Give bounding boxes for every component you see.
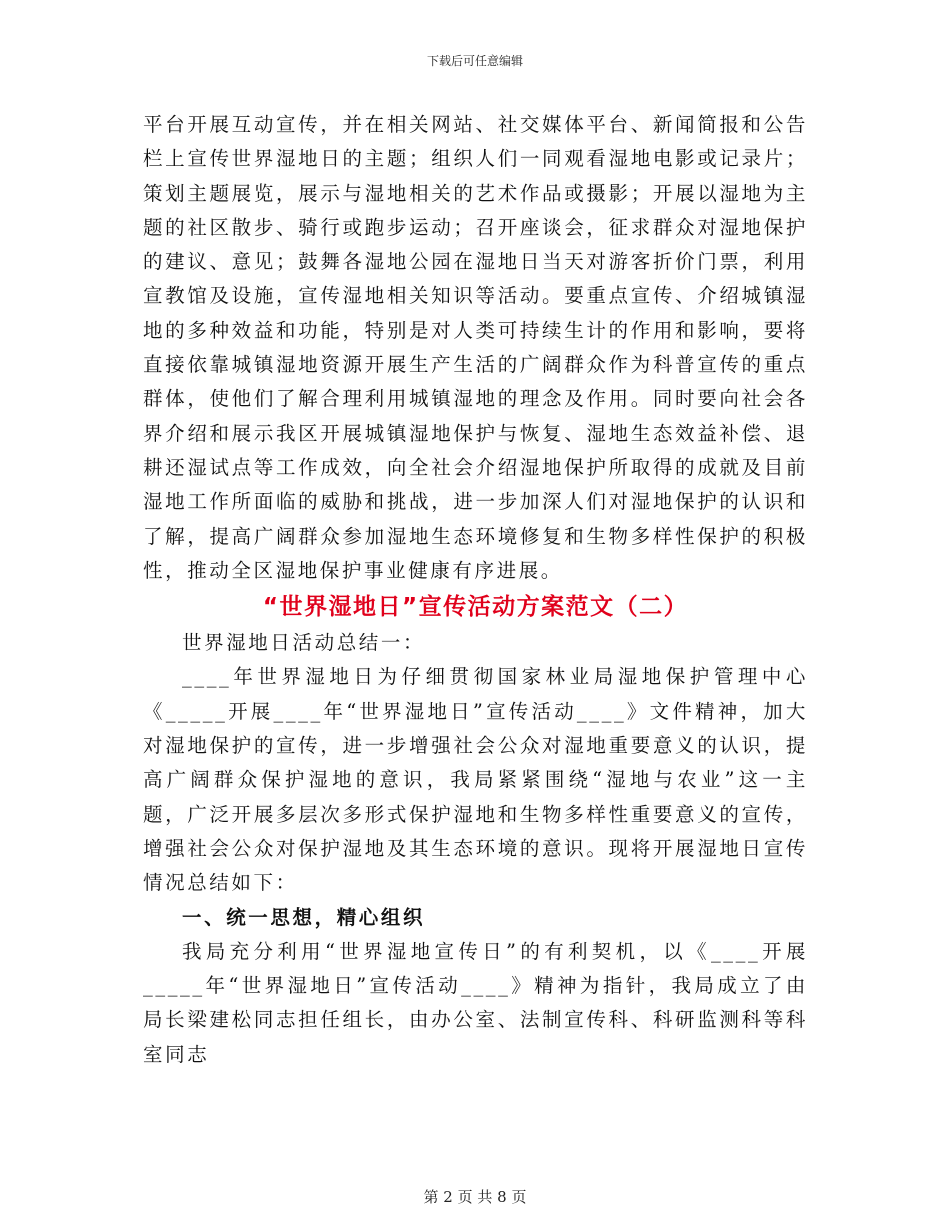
page-number: 第 2 页 共 8 页	[423, 1188, 527, 1206]
section-title: “世界湿地日”宣传活动方案范文（二）	[262, 594, 689, 621]
summary-label: 世界湿地日活动总结一：	[182, 631, 426, 655]
page-header-note: 下载后可任意编辑	[426, 54, 523, 68]
paragraph-continued: 平台开展互动宣传，并在相关网站、社交媒体平台、新闻简报和公告栏上宣传世界湿地日的主题；组织人们一同观看湿地电影或记录片；策划主题展览，展示与湿地相关的艺术作品或摄影；开展以湿地为主题的社区散步、骑行或跑步运动；召开座谈会，征求群众对湿地保护的建议、意见；鼓舞各湿地公园在湿地日当天对游客折价门票，利用宣教馆及设施，宣传湿地相关知识等活动。要重点宣传、介绍城镇湿地的多种效益和功能，特别是对人类可持续生计的作用和影响，要将直接依靠城镇湿地资源开展生产生活的广阔群众作为科普宣传的重点群体，使他们了解合理利用城镇湿地的理念及作用。同时要向社会各界介绍和展示我区开展城镇湿地保护与恢复、湿地生态效益补偿、退耕还湿试点等工作成效，向全社会介绍湿地保护所取得的成就及目前湿地工作所面临的威胁和挑战，进一步加深人们对湿地保护的认识和了解，提高广阔群众参加湿地生态环境修复和生物多样性保护的积极性，推动全区湿地保护事业健康有序进展。	[143, 113, 808, 582]
sub-heading-1: 一、统一思想，精心组织	[182, 905, 426, 929]
paragraph-summary: ____年世界湿地日为仔细贯彻国家林业局湿地保护管理中心《_____开展____年“世界湿地日”宣传活动____》文件精神，加大对湿地保护的宣传，进一步增强社会公众对湿地重要意义的认识，提高广阔群众保护湿地的意识，我局紧紧围绕“湿地与农业”这一主题，广泛开展多层次多形式保护湿地和生物多样性重要意义的宣传，增强社会公众对保护湿地及其生态环境的意识。现将开展湿地日宣传情况总结如下：	[143, 665, 808, 895]
paragraph-organization: 我局充分利用“世界湿地宣传日”的有利契机，以《____开展_____年“世界湿地日”宣传活动____》精神为指针，我局成立了由局长梁建松同志担任组长，由办公室、法制宣传科、科研监测科等科室同志	[143, 939, 808, 1066]
document-body	[143, 108, 808, 1072]
